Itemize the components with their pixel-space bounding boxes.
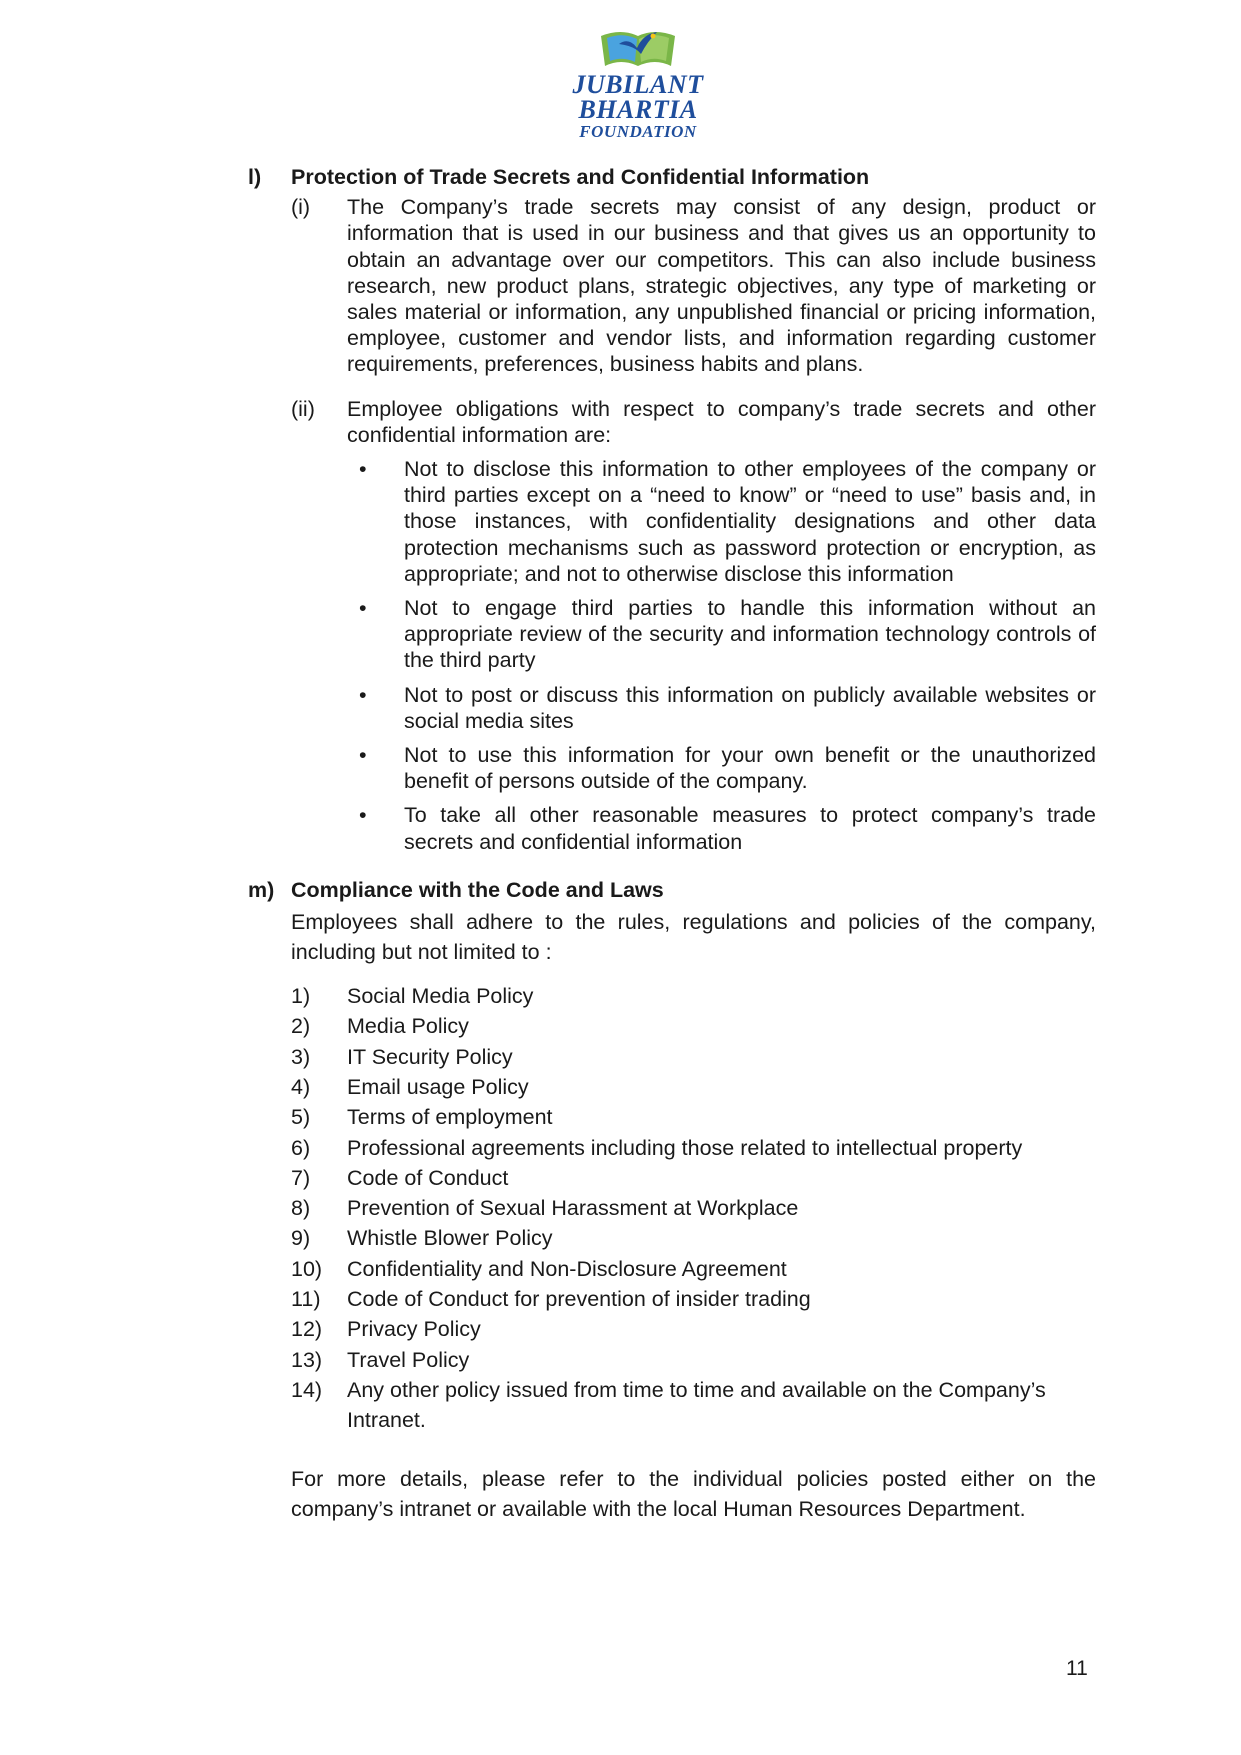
section-m-marker: m) (248, 877, 275, 902)
bullet-item (347, 682, 1096, 734)
list-marker: 5) (291, 1105, 311, 1130)
section-m-title: Compliance with the Code and Laws (291, 877, 664, 902)
bullet-text: Not to disclose this information to other employees of the company or third parties except on a “need to know” or “need to use” basis and, in those instances, with confidentiality designations and other data protection mechanisms such as password protection or encryption, as appropriate; and not to otherwise disclose this information (404, 457, 1096, 586)
sub-item-text: Employee obligations with respect to company’s trade secrets and other confidential information are: (347, 396, 1096, 447)
list-marker: 10) (291, 1256, 323, 1281)
list-item (291, 1163, 1096, 1193)
list-item (291, 981, 1096, 1011)
list-marker: 4) (291, 1074, 311, 1099)
page-number: 11 (1066, 1657, 1088, 1680)
list-marker: 1) (291, 984, 311, 1009)
list-text: Whistle Blower Policy (347, 1226, 553, 1251)
sub-item-marker: (ii) (291, 396, 315, 421)
sub-item-marker: (i) (291, 195, 311, 220)
list-text: Professional agreements including those related to intellectual property (347, 1135, 1023, 1160)
list-marker: 3) (291, 1044, 311, 1069)
list-item (291, 1254, 1096, 1284)
list-text: Code of Conduct for prevention of insider trading (347, 1287, 811, 1312)
bullet-glyph: • (359, 596, 367, 621)
bullet-glyph: • (359, 457, 367, 482)
bullet-glyph: • (359, 682, 367, 707)
bullet-text: To take all other reasonable measures to protect company’s trade secrets and confidential information (404, 803, 1096, 854)
list-text: IT Security Policy (347, 1044, 513, 1069)
list-item (291, 1072, 1096, 1102)
section-m-intro: Employees shall adhere to the rules, regulations and policies of the company, including but not limited to : (291, 910, 1096, 965)
list-marker: 12) (291, 1317, 323, 1342)
list-item (291, 1042, 1096, 1072)
list-marker: 13) (291, 1347, 323, 1372)
list-marker: 9) (291, 1226, 311, 1251)
list-text: Media Policy (347, 1014, 469, 1039)
closing-paragraph: For more details, please refer to the individual policies posted either on the company’s intranet or available with the local Human Resources Department. (291, 1466, 1096, 1521)
logo-line-1: JUBILANT (572, 70, 704, 99)
list-text: Code of Conduct (347, 1165, 509, 1190)
list-text: Confidentiality and Non-Disclosure Agreement (347, 1256, 787, 1281)
sub-item-text: The Company’s trade secrets may consist of any design, product or information that is used in our business and that gives us an opportunity to obtain an advantage over our competitors. This can also include business research, new product plans, strategic objectives, any type of marketing or sales material or information, any unpublished financial or pricing information, employee, customer and vendor lists, and information regarding customer requirements, preferences, business habits and plans. (347, 195, 1096, 377)
list-item (291, 1314, 1096, 1344)
list-item (291, 1011, 1096, 1041)
bullet-glyph: • (359, 803, 367, 828)
foundation-logo (568, 22, 708, 150)
section-l-body (291, 194, 1096, 855)
bullet-text: Not to use this information for your own benefit or the unauthorized benefit of persons outside of the company. (404, 743, 1096, 794)
bullet-item (347, 802, 1096, 854)
list-marker: 6) (291, 1135, 311, 1160)
list-text: Prevention of Sexual Harassment at Workplace (347, 1196, 799, 1221)
list-marker: 2) (291, 1014, 311, 1039)
bullet-item (347, 595, 1096, 674)
list-item (291, 1102, 1096, 1132)
list-text: Email usage Policy (347, 1074, 529, 1099)
list-item (291, 1345, 1096, 1375)
bullet-glyph: • (359, 743, 367, 768)
policy-list (248, 981, 1096, 1435)
bullet-text: Not to engage third parties to handle this information without an appropriate review of the security and information technology controls of the third party (404, 596, 1096, 673)
list-item (291, 1133, 1096, 1163)
logo-line-3: FOUNDATION (579, 122, 697, 141)
list-item (291, 1284, 1096, 1314)
list-text: Terms of employment (347, 1105, 553, 1130)
document-body (248, 164, 1096, 1524)
list-item (291, 1193, 1096, 1223)
list-text: Privacy Policy (347, 1317, 481, 1342)
list-text: Social Media Policy (347, 984, 534, 1009)
list-marker: 8) (291, 1196, 311, 1221)
bullet-item (347, 742, 1096, 794)
section-l-heading (248, 164, 1096, 190)
list-marker: 11) (291, 1287, 321, 1312)
section-m-heading (248, 877, 1096, 903)
sub-item-i (291, 194, 1096, 377)
section-l-marker: l) (248, 165, 262, 189)
list-text: Travel Policy (347, 1347, 470, 1372)
sub-item-ii (291, 396, 1096, 448)
list-text: Any other policy issued from time to time and available on the Company’s Intranet. (347, 1377, 1046, 1433)
list-marker: 14) (291, 1377, 323, 1402)
logo-line-2: BHARTIA (578, 95, 698, 124)
bullet-item (347, 456, 1096, 587)
list-marker: 7) (291, 1165, 311, 1190)
list-item (291, 1223, 1096, 1253)
section-l-title: Protection of Trade Secrets and Confidential Information (291, 165, 870, 189)
bullet-text: Not to post or discuss this information on publicly available websites or social media sites (404, 682, 1096, 733)
list-item (291, 1375, 1096, 1436)
book-bird-icon (597, 22, 679, 72)
